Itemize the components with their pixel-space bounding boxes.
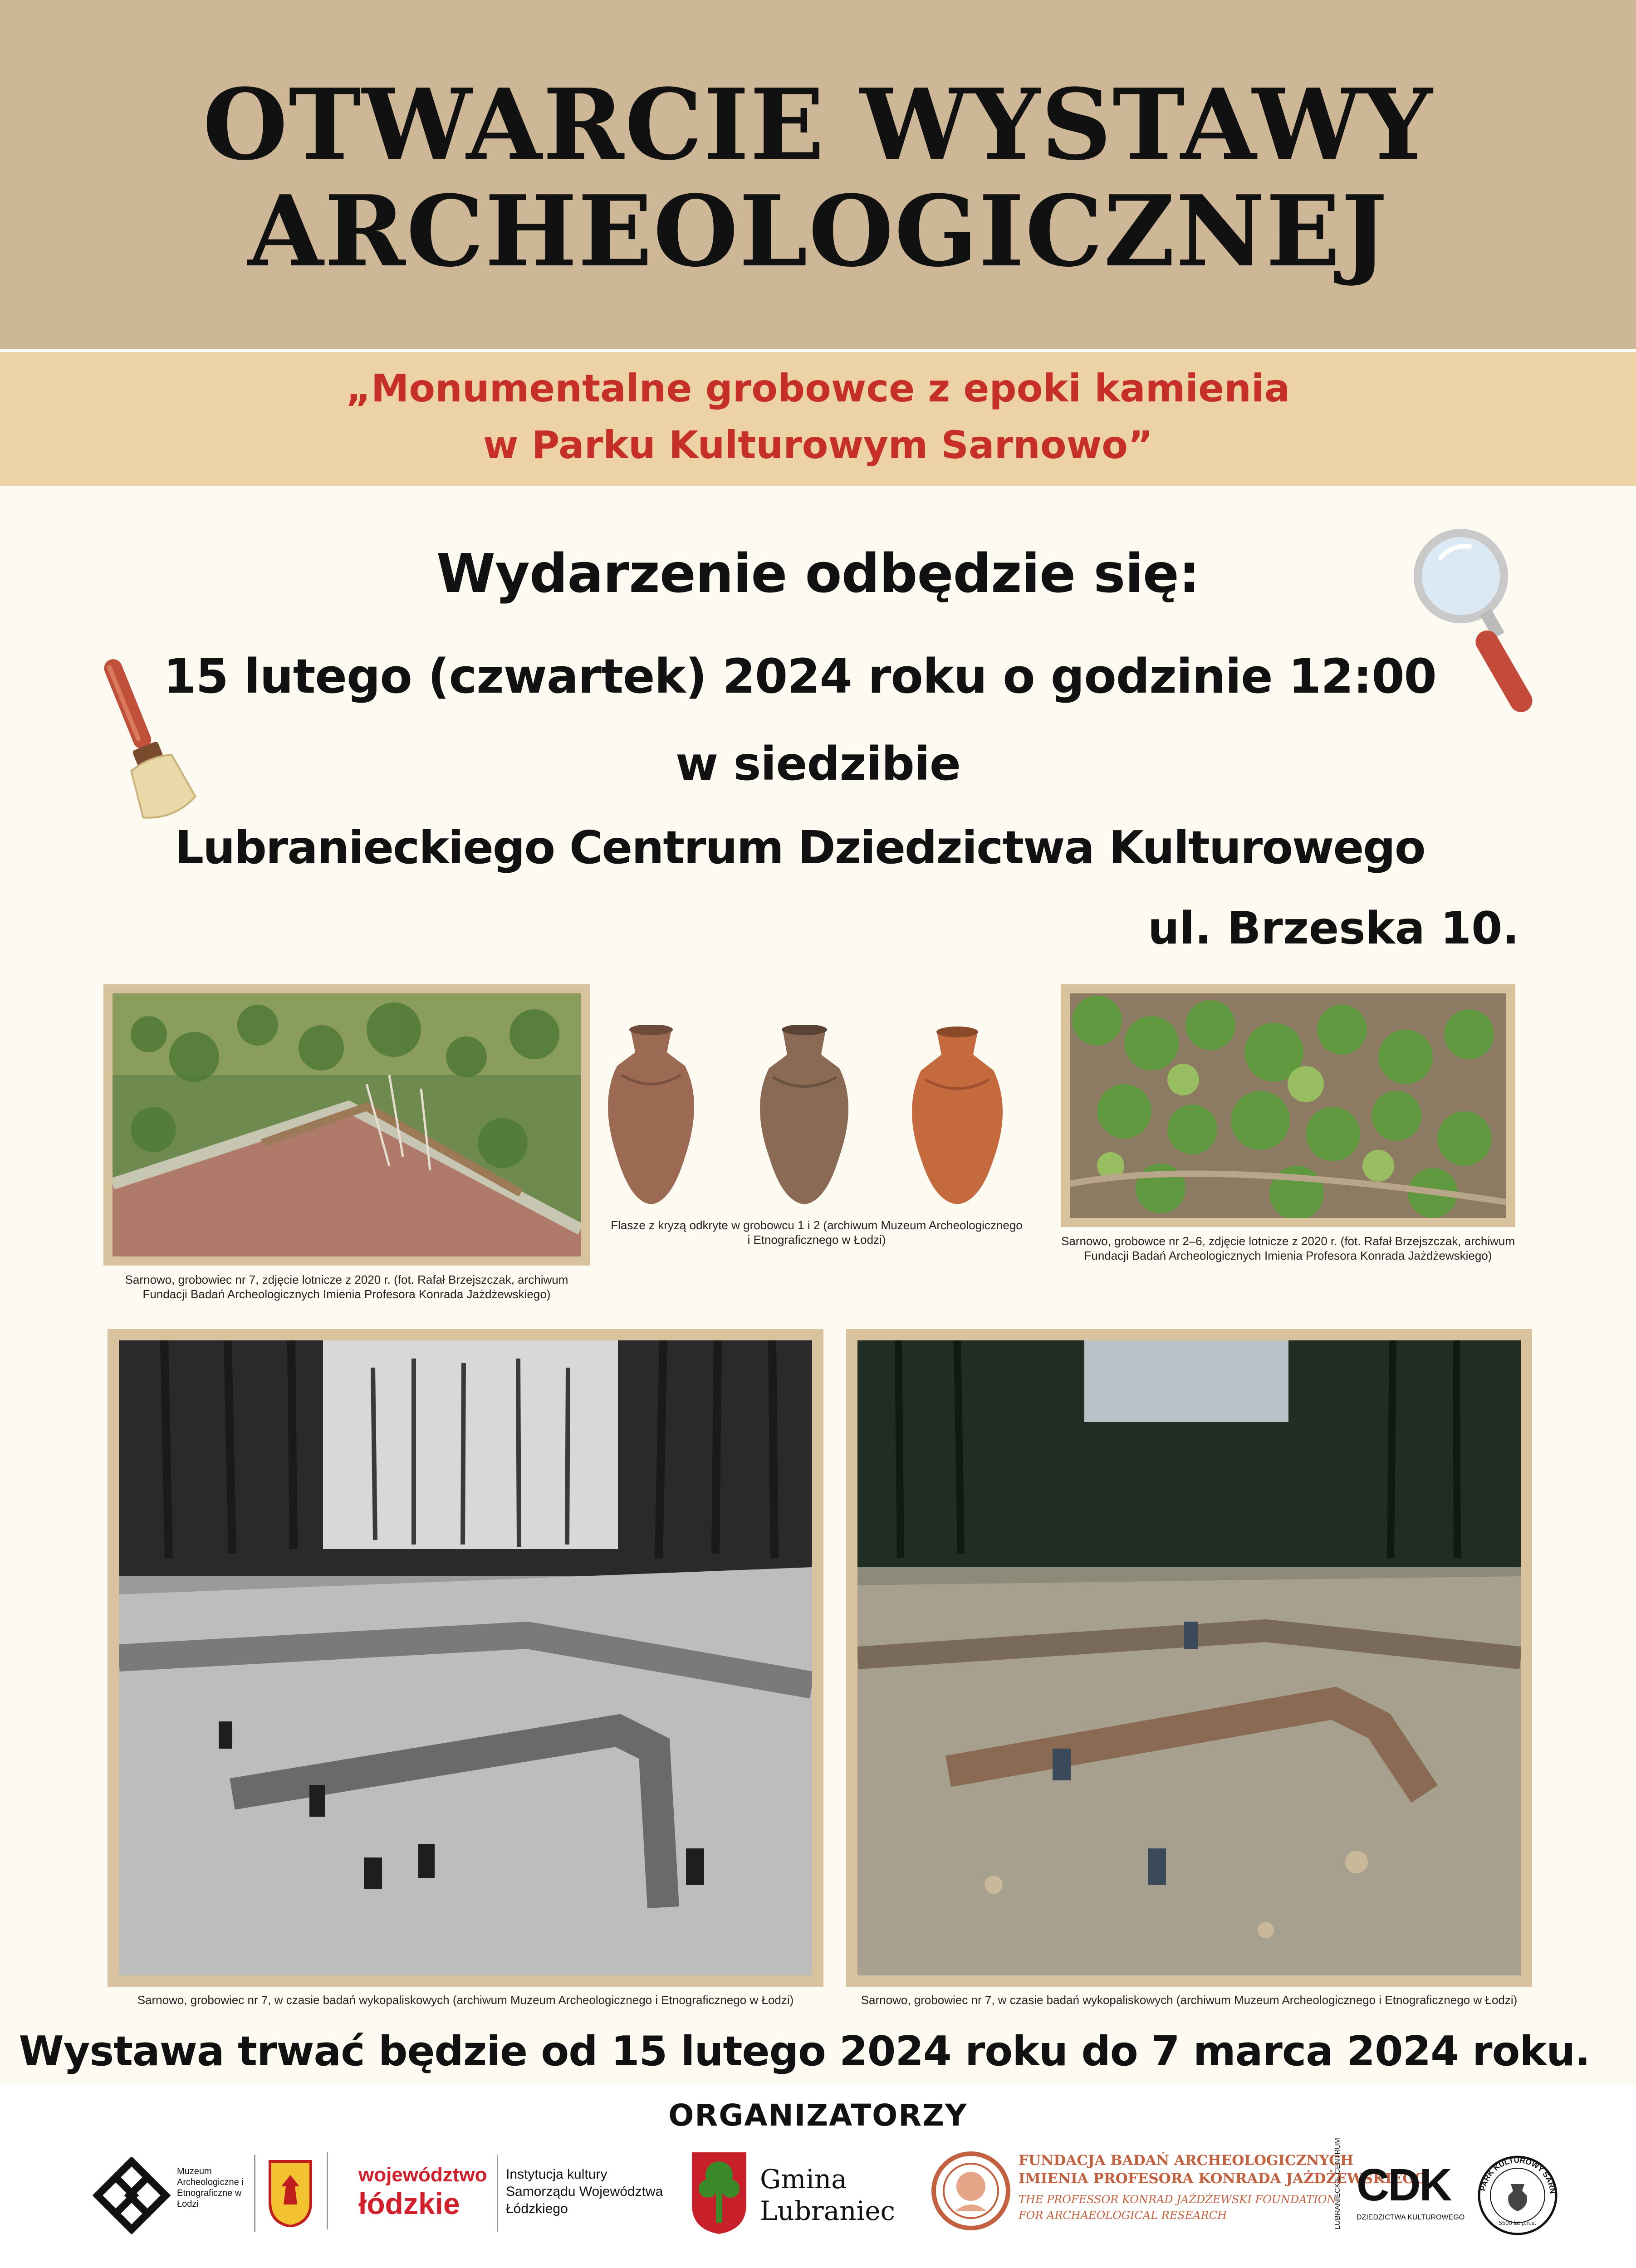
gmina-line2: Lubraniec [760, 2195, 896, 2226]
park-ring-text: PARK KULTUROWY SARN [1478, 2156, 1558, 2195]
caption-bottom-right: Sarnowo, grobowiec nr 7, w czasie badań wykopaliskowych (archiwum Muzeum Archeologicznego i Etnograficznego w Łodzi) [861, 1993, 1518, 2007]
foundation-en-line2: FOR ARCHAEOLOGICAL RESEARCH [1019, 2209, 1227, 2222]
park-sarnowo-logo [1474, 2152, 1561, 2240]
cdk-vertical-text: LUBRANIECKIE CENTRUM [1334, 2138, 1342, 2229]
event-date: 15 lutego (czwartek) 2024 roku o godzinie 12:00 [163, 649, 1436, 704]
place-intro: w siedzibie [675, 737, 961, 791]
subtitle-line-1: „Monumentalne grobowce z epoki kamienia [346, 366, 1290, 411]
organizers-heading: ORGANIZATORZY [668, 2098, 968, 2133]
place-name: Lubranieckiego Centrum Dziedzictwa Kulturowego [175, 821, 1425, 874]
photo-aerial-grave-7 [103, 984, 590, 1266]
subtitle-band [0, 349, 1636, 486]
caption-top-center: Flasze z kryzą odkryte w grobowcu 1 i 2 (archiwum Muzeum Archeologicznego i Etnograficznego w Łodzi) [611, 1218, 1023, 1246]
divider [327, 2152, 328, 2229]
gmina-coat-of-arms [690, 2150, 749, 2238]
magnifier-icon [1406, 517, 1552, 728]
exhibition-duration: Wystawa trwać będzie od 15 lutego 2024 roku do 7 marca 2024 roku. [19, 2028, 1590, 2075]
brush-icon [79, 649, 206, 832]
lodzkie-coat-of-arms [268, 2159, 313, 2229]
subtitle-line-2: w Parku Kulturowym Sarnowo” [483, 423, 1153, 467]
divider [254, 2155, 255, 2232]
foundation-en-line1: THE PROFESSOR KONRAD JAŻDŻEWSKI FOUNDATION [1019, 2193, 1337, 2206]
museum-name: Muzeum Archeologiczne i Etnograficzne w Łodzi [177, 2166, 244, 2209]
address: ul. Brzeska 10. [1148, 903, 1519, 954]
cdk-subtext: DZIEDZICTWA KULTUROWEGO [1357, 2214, 1465, 2221]
title-line-1: OTWARCIE WYSTAWY [202, 67, 1434, 182]
caption-top-left: Sarnowo, grobowiec nr 7, zdjęcie lotnicze z 2020 r. (fot. Rafał Brzejszczak, archiwum Fundacji Badań Archeologicznych Imienia Profesora Konrada Jażdżewskiego) [125, 1273, 568, 1301]
pottery-vessels-image [599, 1025, 1043, 1217]
caption-bottom-left: Sarnowo, grobowiec nr 7, w czasie badań wykopaliskowych (archiwum Muzeum Archeologicznego i Etnograficznego w Łodzi) [137, 1993, 794, 2007]
museum-logo [88, 2157, 175, 2236]
cdk-logo-text: CDK [1357, 2160, 1451, 2210]
park-subtext: 5500 lat p.n.e. [1499, 2219, 1537, 2226]
lodzkie-line1: województwo [358, 2164, 487, 2186]
title-line-2: ARCHEOLOGICZNEJ [248, 174, 1388, 288]
divider [497, 2155, 498, 2232]
gmina-line1: Gmina [760, 2164, 847, 2195]
foundation-line1: FUNDACJA BADAŃ ARCHEOLOGICZNYCH [1019, 2152, 1354, 2169]
lodzkie-line2: łódzkie [358, 2187, 460, 2220]
foundation-line2: IMIENIA PROFESORA KONRADA JAŻDŻEWSKIEGO [1019, 2170, 1427, 2187]
title-band [0, 0, 1636, 349]
caption-top-right: Sarnowo, grobowce nr 2–6, zdjęcie lotnicze z 2020 r. (fot. Rafał Brzejszczak, archiwum Fundacji Badań Archeologicznych Imienia Profesora Konrada Jażdżewskiego) [1061, 1234, 1515, 1262]
foundation-logo [930, 2148, 1012, 2236]
photo-excavation-color [846, 1329, 1532, 1987]
photo-aerial-graves-2-6 [1061, 984, 1515, 1227]
photo-excavation-bw [108, 1329, 823, 1987]
lodzkie-institution: Instytucja kultury Samorządu Województwa Łódzkiego [506, 2167, 663, 2216]
event-heading: Wydarzenie odbędzie się: [436, 542, 1200, 605]
